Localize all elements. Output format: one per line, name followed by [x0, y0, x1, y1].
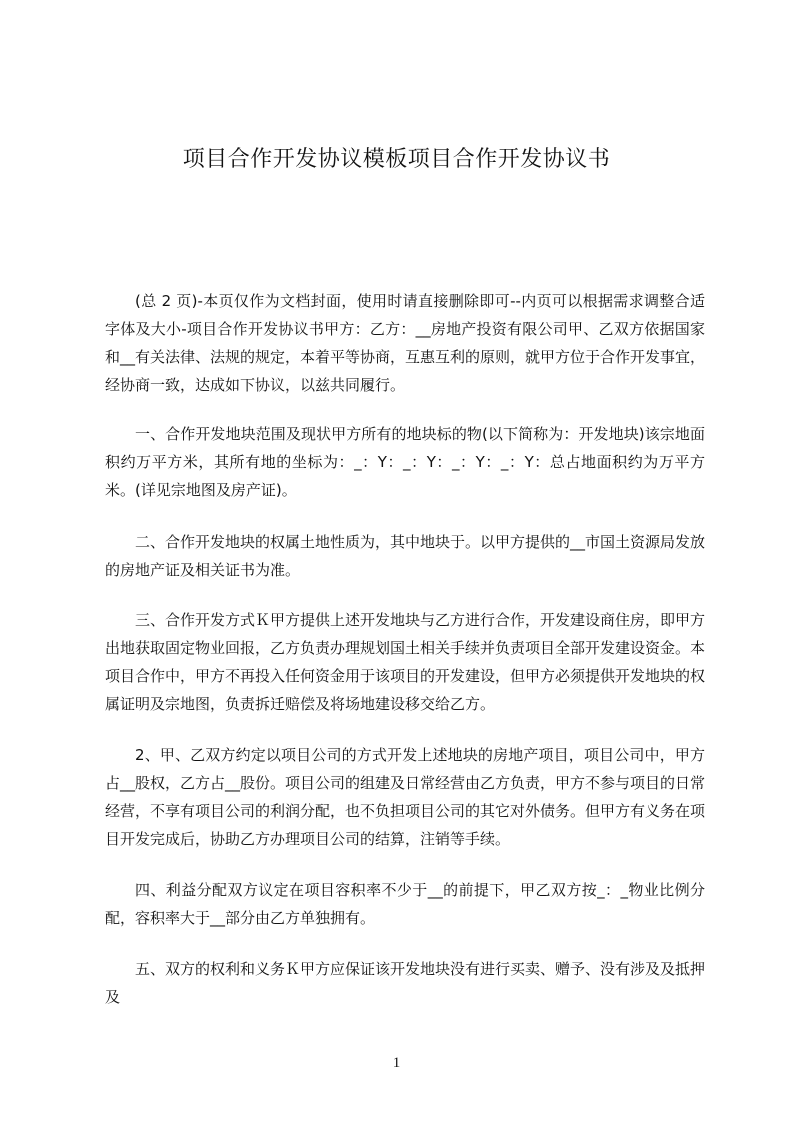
section-2-paragraph: 二、合作开发地块的权属土地性质为，其中地块于。以甲方提供的__市国土资源局发放的房地产证及相关证书为准。 [105, 533, 706, 579]
page-number: 1 [392, 1055, 401, 1071]
section-4-paragraph: 四、利益分配双方议定在项目容积率不少于__的前提下，甲乙双方按_：_物业比例分配，容积率大于__部分由乙方单独拥有。 [105, 881, 705, 927]
intro-paragraph: (总 2 页)-本页仅作为文档封面，使用时请直接删除即可--内页可以根据需求调整合适字体及大小-项目合作开发协议书甲方：乙方：__房地产投资有限公司甲、乙双方依据国家和__有关法律、法规的规定，本着平等协商，互惠互利的原则，就甲方位于合作开发事宜，经协商一致，达成如下协议，以兹共同履行。 [105, 292, 706, 394]
page-title: 项目合作开发协议模板项目合作开发协议书 [182, 147, 611, 172]
section-3-item-2-paragraph: 2、甲、乙双方约定以项目公司的方式开发上述地块的房地产项目，项目公司中，甲方占__股权，乙方占__股份。项目公司的组建及日常经营由乙方负责，甲方不参与项目的日常经营，不享有项目公司的利润分配，也不负担项目公司的其它对外债务。但甲方有义务在项目开发完成后，协助乙方办理项目公司的结算，注销等手续。 [105, 746, 706, 848]
section-1-paragraph: 一、合作开发地块范围及现状甲方所有的地块标的物(以下简称为：开发地块)该宗地面积约万平方米，其所有地的坐标为：_：Y：_：Y：_：Y：_：Y：总占地面积约为万平方米。(详见宗地图及房产证)。 [105, 425, 705, 499]
section-3-paragraph: 三、合作开发方式Ｋ甲方提供上述开发地块与乙方进行合作，开发建设商住房，即甲方出地获取固定物业回报，乙方负责办理规划国土相关手续并负责项目全部开发建设资金。本项目合作中，甲方不再投入任何资金用于该项目的开发建设，但甲方必须提供开发地块的权属证明及宗地图，负责拆迁赔偿及将场地建设移交给乙方。 [105, 611, 706, 713]
section-5-paragraph: 五、双方的权利和义务Ｋ甲方应保证该开发地块没有进行买卖、赠予、没有涉及及抵押及 [105, 960, 706, 1006]
